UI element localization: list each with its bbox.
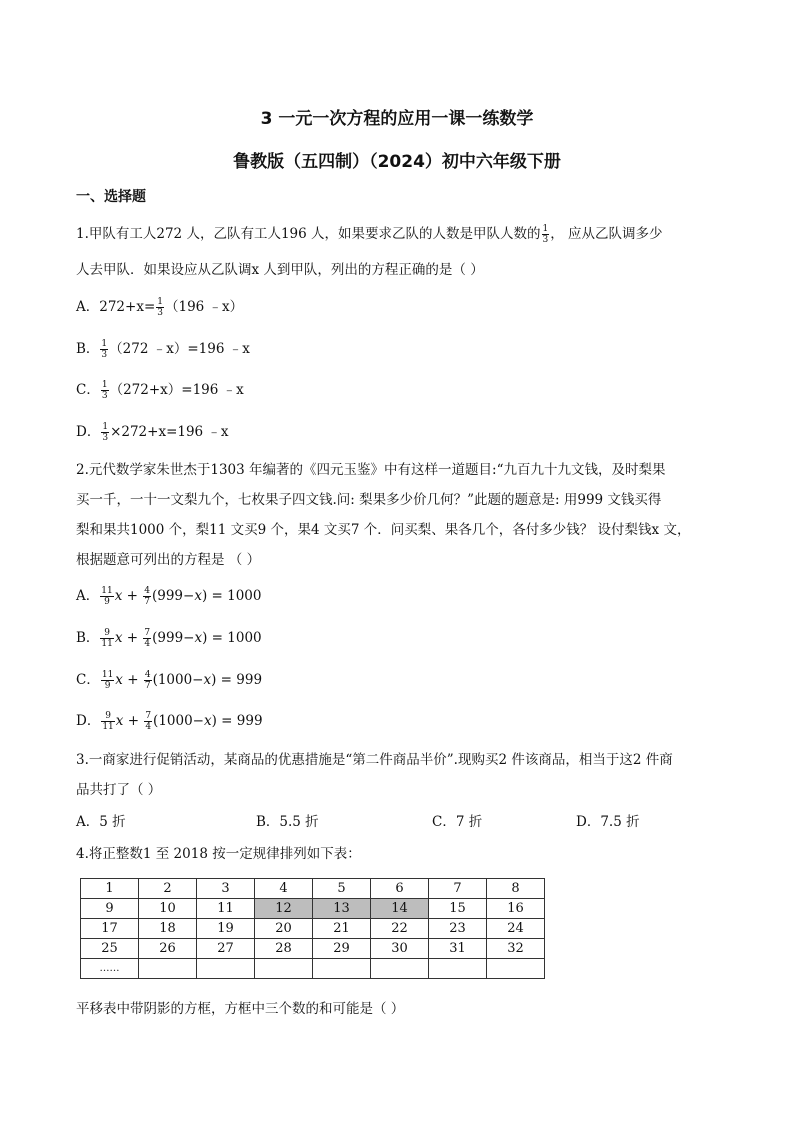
q2-option-b: B． $\frac{9}{11}$ x + $\frac{7}{4}$ (999−x) = 1000 (76, 628, 262, 649)
q1-stem-line2: 人去甲队．如果设应从乙队调x 人到甲队，列出的方程正确的是（ ） (76, 262, 484, 278)
table-cell: 17 (81, 919, 139, 939)
table-cell (371, 959, 429, 979)
page-subtitle: 鲁教版（五四制）（2024）初中六年级下册 (233, 152, 561, 172)
table-cell: 26 (139, 939, 197, 959)
table-cell: 24 (487, 919, 545, 939)
table-cell: 4 (255, 879, 313, 899)
table-cell: 9 (81, 899, 139, 919)
q4-stem-line1: 4.将正整数1 至 2018 按一定规律排列如下表： (76, 846, 361, 862)
table-cell (139, 959, 197, 979)
q2-stem-line3: 梨和果共1000 个，梨11 文买9 个，果4 文买7 个．问买梨、果各几个，各付多少钱？ 设付梨钱x 文， (76, 522, 691, 538)
table-cell: 28 (255, 939, 313, 959)
table-cell: 22 (371, 919, 429, 939)
q2-stem-line1: 2.元代数学家朱世杰于1303 年编著的《四元玉鉴》中有这样一道题目:“九百九十九文钱，及时梨果 (76, 462, 666, 478)
table-cell: 11 (197, 899, 255, 919)
table-row (81, 899, 545, 919)
table-cell: 25 (81, 939, 139, 959)
q1-stem-line1: 1.甲队有工人272 人，乙队有工人196 人，如果要求乙队的人数是甲队人数的 $\frac{1}{3}$ ， 应从乙队调多少 (76, 224, 663, 245)
table-cell: 15 (429, 899, 487, 919)
table-row (81, 959, 545, 979)
table-row (81, 939, 545, 959)
number-table (80, 878, 545, 979)
table-cell: 1 (81, 879, 139, 899)
table-cell: 2 (139, 879, 197, 899)
q2-stem-line2: 买一千，一十一文梨九个，七枚果子四文钱.问: 梨果多少价几何？”此题的题意是: 用999 文钱买得 (76, 492, 662, 508)
q3-stem-line2: 品共打了（ ） (76, 782, 162, 798)
table-cell: 14 (371, 899, 429, 919)
table-cell (197, 959, 255, 979)
table-cell: 19 (197, 919, 255, 939)
table-cell: 7 (429, 879, 487, 899)
q3-option-c: C．7 折 (432, 814, 483, 830)
table-cell: 8 (487, 879, 545, 899)
q2-option-a: A． $\frac{11}{9}$ x + $\frac{4}{7}$ (999−x) = 1000 (76, 586, 262, 607)
table-cell: 21 (313, 919, 371, 939)
table-cell: 12 (255, 899, 313, 919)
q3-option-a: A．5 折 (76, 814, 126, 830)
table-cell: 6 (371, 879, 429, 899)
table-cell: 29 (313, 939, 371, 959)
q1-option-c: C． $\frac{1}{3}$ （272+x）=196 ﹣x (76, 380, 244, 401)
q3-stem-line1: 3.一商家进行促销活动，某商品的优惠措施是“第二件商品半价”.现购买2 件该商品，相当于这2 件商 (76, 752, 673, 768)
table-cell: 31 (429, 939, 487, 959)
q1-option-a: A．272+x= $\frac{1}{3}$ （196 ﹣x） (76, 297, 244, 318)
page-title: 3 一元一次方程的应用一课一练数学 (260, 109, 534, 129)
table-cell: 30 (371, 939, 429, 959)
table-cell: 16 (487, 899, 545, 919)
table-cell (255, 959, 313, 979)
table-row (81, 879, 545, 899)
table-cell: 27 (197, 939, 255, 959)
section-heading: 一、选择题 (76, 189, 146, 205)
table-cell: 32 (487, 939, 545, 959)
q3-option-d: D．7.5 折 (576, 814, 640, 830)
table-cell (313, 959, 371, 979)
table-cell (429, 959, 487, 979)
table-cell: 20 (255, 919, 313, 939)
q1-option-b: B． $\frac{1}{3}$ （272 ﹣x）=196 ﹣x (76, 339, 250, 360)
q2-option-d: D． $\frac{9}{11}$ x + $\frac{7}{4}$ (1000−x) = 999 (76, 711, 263, 732)
q1-option-d: D． $\frac{1}{3}$ ×272+x=196 ﹣x (76, 422, 229, 443)
table-row (81, 919, 545, 939)
table-cell (487, 959, 545, 979)
table-cell: 5 (313, 879, 371, 899)
table-cell: 13 (313, 899, 371, 919)
table-cell: 23 (429, 919, 487, 939)
table-cell: 18 (139, 919, 197, 939)
q2-option-c: C． $\frac{11}{9}$ x + $\frac{4}{7}$ (1000−x) = 999 (76, 670, 263, 691)
q3-option-b: B．5.5 折 (256, 814, 319, 830)
table-cell: 3 (197, 879, 255, 899)
table-cell: …… (81, 959, 139, 979)
fraction: $\frac{1}{3}$ (542, 224, 549, 245)
q2-stem-line4: 根据题意可列出的方程是 （ ） (76, 552, 261, 568)
table-cell: 10 (139, 899, 197, 919)
q4-question: 平移表中带阴影的方框，方框中三个数的和可能是（ ） (76, 1001, 405, 1017)
